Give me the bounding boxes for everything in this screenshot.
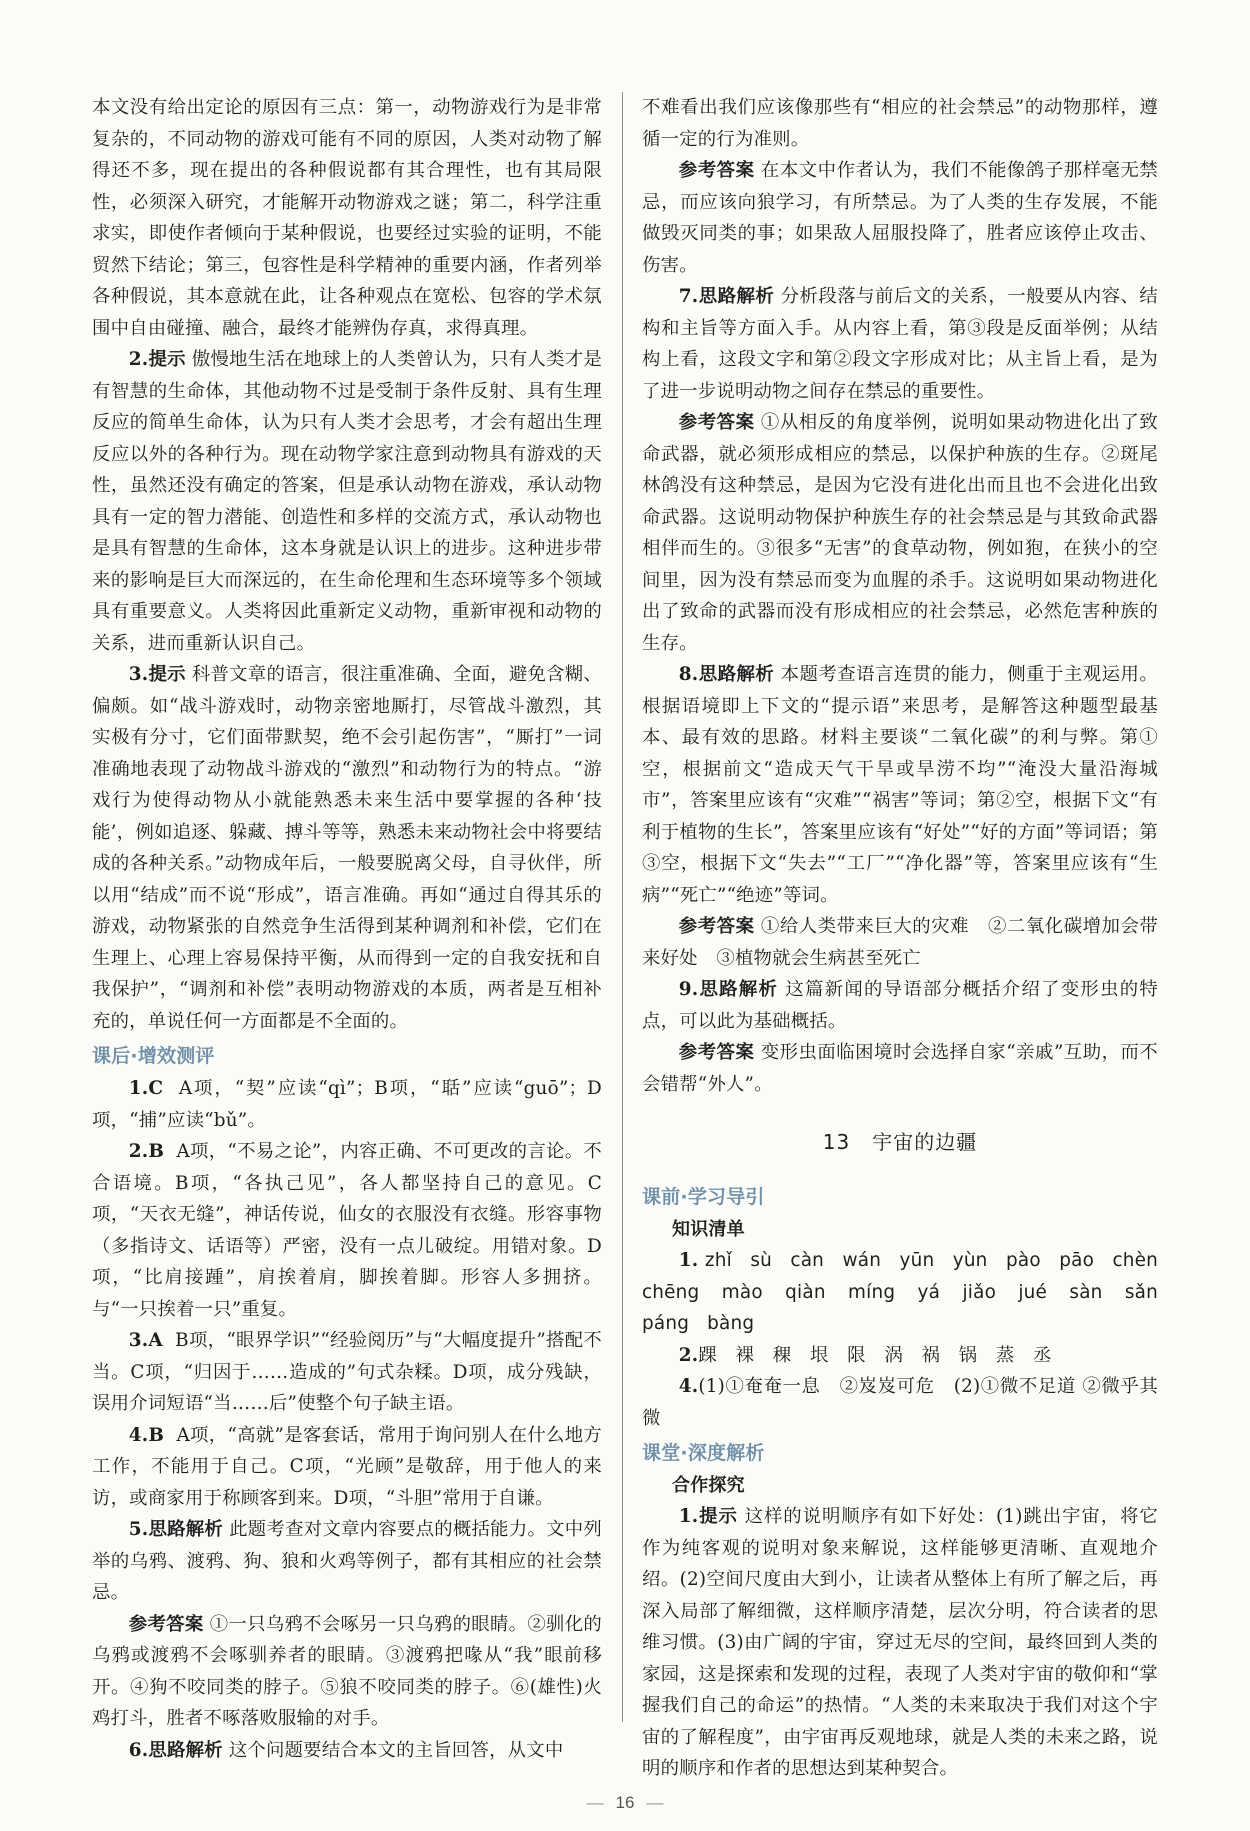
paragraph [642, 281, 1158, 407]
answer-text: A项，“契”应读“qì”；B项，“聒”应读“guō”；D项，“捕”应读“bǔ”。 [92, 1078, 603, 1131]
answer-text: A项，“高就”是客套话，常用于询问别人在什么地方工作，不能用于自己。C项，“光顾”是敬辞，用于他人的来访，或商家用于称顾客到来。D项，“斗胆”常用于自谦。 [92, 1424, 602, 1509]
answer-text: 这样的说明顺序有如下好处：(1)跳出宇宙，将它作为纯客观的说明对象来解说，这样能够更清晰、直观地介绍。(2)空间尺度由大到小，让读者从整体上有所了解之后，再深入局部了解细微，这样顺序清楚，层次分明，符合读者的思维习惯。(3)由广阔的宇宙，穿过无尽的空间，最终回到人类的家园，这是探索和发现的过程，表现了人类对宇宙的敬仰和“掌握我们自己的命运”的热情。“人类的未来取决于我们对这个宇宙的了解程度”，由宇宙再反观地球，就是人类的未来之路，说明的顺序和作者的思想达到某种契合。 [642, 1506, 1159, 1779]
answer-text: 本题考查语言连贯的能力，侧重于主观运用。根据语境即上下文的“提示语”来思考，是解答这种题型最基本、最有效的思路。材料主要谈“二氧化碳”的利与弊。第①空，根据前文“造成天气干旱或旱涝不均”“淹没大量沿海城市”，答案里应该有“灾难”“祸害”等词；第②空，根据下文“有利于植物的生长”，答案里应该有“好处”“好的方面”等词语；第③空，根据下文“失去”“工厂”“净化器”等，答案里应该有“生病”“死亡”“绝迹”等词。 [642, 664, 1158, 906]
paragraph [92, 1325, 602, 1420]
answer-label: 6.思路解析 [128, 1739, 223, 1761]
answer-label: 参考答案 [678, 1042, 755, 1063]
sub-heading: 知识清单 [672, 1219, 745, 1240]
sub-heading: 合作探究 [672, 1475, 745, 1496]
paragraph [92, 1735, 602, 1767]
answer-text: (1)①奄奄一息 ②岌岌可危 (2)①微不足道 ②微乎其微 [642, 1376, 1158, 1429]
lesson-title [642, 1122, 1158, 1162]
answer-text: 在本文中作者认为，我们不能像鸽子那样毫无禁忌，而应该向狼学习，有所禁忌。为了人类的生存发展，不能做毁灭同类的事；如果敌人屈服投降了，胜者应该停止攻击、伤害。 [642, 160, 1158, 276]
answer-text: 科普文章的语言，很注重准确、全面，避免含糊、偏颇。如“战斗游戏时，动物亲密地厮打，尽管战斗激烈，其实极有分寸，它们面带默契，绝不会引起伤害”，“厮打”一词准确地表现了动物战斗游戏的“激烈”和动物行为的特点。“游戏行为使得动物从小就能熟悉未来生活中要掌握的各种‘技能’，例如追逐、躲藏、搏斗等等，熟悉未来动物社会中将要结成的各种关系。”动物成年后，一般要脱离父母，自寻伙伴，所以用“结成”而不说“形成”，语言准确。再如“通过自得其乐的游戏，动物紧张的自然竞争生活得到某种调剂和补偿，它们在生理上、心理上容易保持平衡，从而得到一定的自我安抚和自我保护”，“调剂和补偿”表明动物游戏的本质，两者是互相补充的，单说任何一方面都是不全面的。 [92, 664, 603, 1032]
answer-text: ①给人类带来巨大的灾难 ②二氧化碳增加会带来好处 ③植物就会生病甚至死亡 [642, 916, 1158, 969]
paragraph [92, 1514, 602, 1609]
paragraph [642, 1245, 1158, 1340]
pinyin-answers: zhǐ sù càn wán yūn yùn pào pāo chèn chēng mào qiàn míng yá jiǎo jué sàn sǎn páng bàng [642, 1250, 1158, 1334]
answer-label: 1.提示 [678, 1506, 738, 1527]
answer-label: 2. [678, 1344, 699, 1366]
answer-label: 参考答案 [678, 160, 755, 181]
paragraph [92, 1073, 602, 1136]
answer-label: 1. [678, 1250, 699, 1271]
answer-text: ①一只乌鸦不会啄另一只乌鸦的眼睛。②驯化的乌鸦或渡鸦不会啄驯养者的眼睛。③渡鸦把喙从“我”眼前移开。④狗不咬同类的脖子。⑤狼不咬同类的脖子。⑥(雄性)火鸡打斗，胜者不啄落败服输的对手。 [92, 1613, 603, 1729]
paragraph [642, 155, 1158, 281]
section-heading: 课后·增效测评 [92, 1045, 215, 1067]
paragraph [92, 344, 602, 659]
answer-text: ①从相反的角度举例，说明如果动物进化出了致命武器，就必须形成相应的禁忌，以保护种族的生存。②斑尾林鸽没有这种禁忌，是因为它没有进化出而且也不会进化出致命武器。这说明动物保护种族生存的社会禁忌是与其致命武器相伴而生的。③很多“无害”的食草动物，例如狍，在狭小的空间里，因为没有禁忌而变为血腥的杀手。这说明如果动物进化出了致命的武器而没有形成相应的社会禁忌，必然危害种族的生存。 [642, 412, 1158, 654]
answer-label: 3.提示 [128, 664, 186, 685]
paragraph [92, 659, 602, 1037]
paragraph: 本文没有给出定论的原因有三点：第一，动物游戏行为是非常复杂的，不同动物的游戏可能有不同的原因，人类对动物了解得还不多，现在提出的各种假说都有其合理性，也有其局限性，必须深入研究，才能解开动物游戏之谜；第二，科学注重求实，即使作者倾向于某种假说，也要经过实验的证明，不能贸然下结论；第三，包容性是科学精神的重要内涵，作者列举各种假说，其本意就在此，让各种观点在宽松、包容的学术氛围中自由碰撞、融合，最终才能辨伪存真，求得真理。 [92, 97, 602, 339]
left-column [92, 92, 602, 1766]
paragraph [92, 1420, 602, 1515]
answer-label: 参考答案 [678, 412, 755, 433]
answer-label: 2.B [128, 1141, 165, 1162]
paragraph [642, 659, 1158, 911]
paragraph [92, 1609, 602, 1735]
paragraph [642, 1037, 1158, 1100]
answer-label: 参考答案 [678, 916, 755, 937]
answer-text: B项，“眼界学识”“经验阅历”与“大幅度提升”搭配不当。C项，“归因于……造成的”句式杂糅。D项，成分残缺，误用介词短语“当……后”使整个句子缺主语。 [92, 1330, 602, 1414]
paragraph [642, 1501, 1158, 1785]
paragraph [642, 1340, 1158, 1372]
paragraph [642, 974, 1158, 1037]
paragraph [642, 407, 1158, 659]
answer-text: 这个问题要结合本文的主旨回答，从文中 [228, 1739, 564, 1761]
answer-label: 7.思路解析 [678, 286, 775, 307]
answer-label: 1.C [128, 1078, 164, 1099]
answer-text: 此题考查对文章内容要点的概括能力。文中列举的乌鸦、渡鸦、狗、狼和火鸡等例子，都有其相应的社会禁忌。 [92, 1519, 602, 1603]
answer-label: 5.思路解析 [128, 1519, 224, 1540]
answer-label: 4.B [128, 1424, 165, 1446]
answer-text: A项，“不易之论”，内容正确、不可更改的言论。不合语境。B项，“各执己见”，各人都坚持自己的意见。C项，“天衣无缝”，神话传说，仙女的衣服没有衣缝。形容事物（多指诗文、话语等）严密，没有一点儿破绽。用错对象。D项，“比肩接踵”，肩挨着肩，脚挨着脚。形容人多拥挤。与“一只挨着一只”重复。 [92, 1141, 602, 1320]
section-heading: 课堂·深度解析 [642, 1442, 765, 1464]
answer-text: 变形虫面临困境时会选择自家“亲戚”互助，而不会错帮“外人”。 [642, 1042, 1158, 1095]
answer-text: 踝 裸 稞 垠 限 涡 祸 锅 蒸 丞 [698, 1344, 1052, 1366]
answer-label: 4. [678, 1376, 699, 1397]
column-divider [622, 92, 623, 1722]
answer-label: 参考答案 [128, 1613, 204, 1635]
lesson-name: 宇宙的边疆 [872, 1130, 978, 1154]
paragraph [642, 911, 1158, 974]
page-number-text: 16 [615, 1793, 635, 1812]
answer-label: 3.A [128, 1330, 163, 1351]
paragraph [642, 1371, 1158, 1434]
right-column [642, 92, 1158, 1785]
page-number: — 16 — [586, 1793, 664, 1812]
lesson-number: 13 [822, 1130, 851, 1154]
paragraph: 不难看出我们应该像那些有“相应的社会禁忌”的动物那样，遵循一定的行为准则。 [642, 97, 1158, 150]
answer-label: 8.思路解析 [678, 664, 775, 685]
section-heading: 课前·学习导引 [642, 1186, 765, 1208]
answer-label: 9.思路解析 [678, 979, 779, 1000]
answer-text: 傲慢地生活在地球上的人类曾认为，只有人类才是有智慧的生命体，其他动物不过是受制于条件反射、具有生理反应的简单生命体，认为只有人类才会思考，才会有超出生理反应以外的各种行为。现在动物学家注意到动物具有游戏的天性，虽然还没有确定的答案，但是承认动物在游戏，承认动物具有一定的智力潜能、创造性和多样的交流方式，承认动物也是具有智慧的生命体，这本身就是认识上的进步。这种进步带来的影响是巨大而深远的，在生命伦理和生态环境等多个领域具有重要意义。人类将因此重新定义动物，重新审视和动物的关系，进而重新认识自己。 [92, 349, 603, 654]
answer-text: 这篇新闻的导语部分概括介绍了变形虫的特点，可以此为基础概括。 [642, 979, 1158, 1032]
answer-text: 分析段落与前后文的关系，一般要从内容、结构和主旨等方面入手。从内容上看，第③段是反面举例；从结构上看，这段文字和第②段文字形成对比；从主旨上看，是为了进一步说明动物之间存在禁忌的重要性。 [642, 286, 1158, 402]
answer-label: 2.提示 [128, 349, 186, 370]
paragraph [92, 1136, 602, 1325]
